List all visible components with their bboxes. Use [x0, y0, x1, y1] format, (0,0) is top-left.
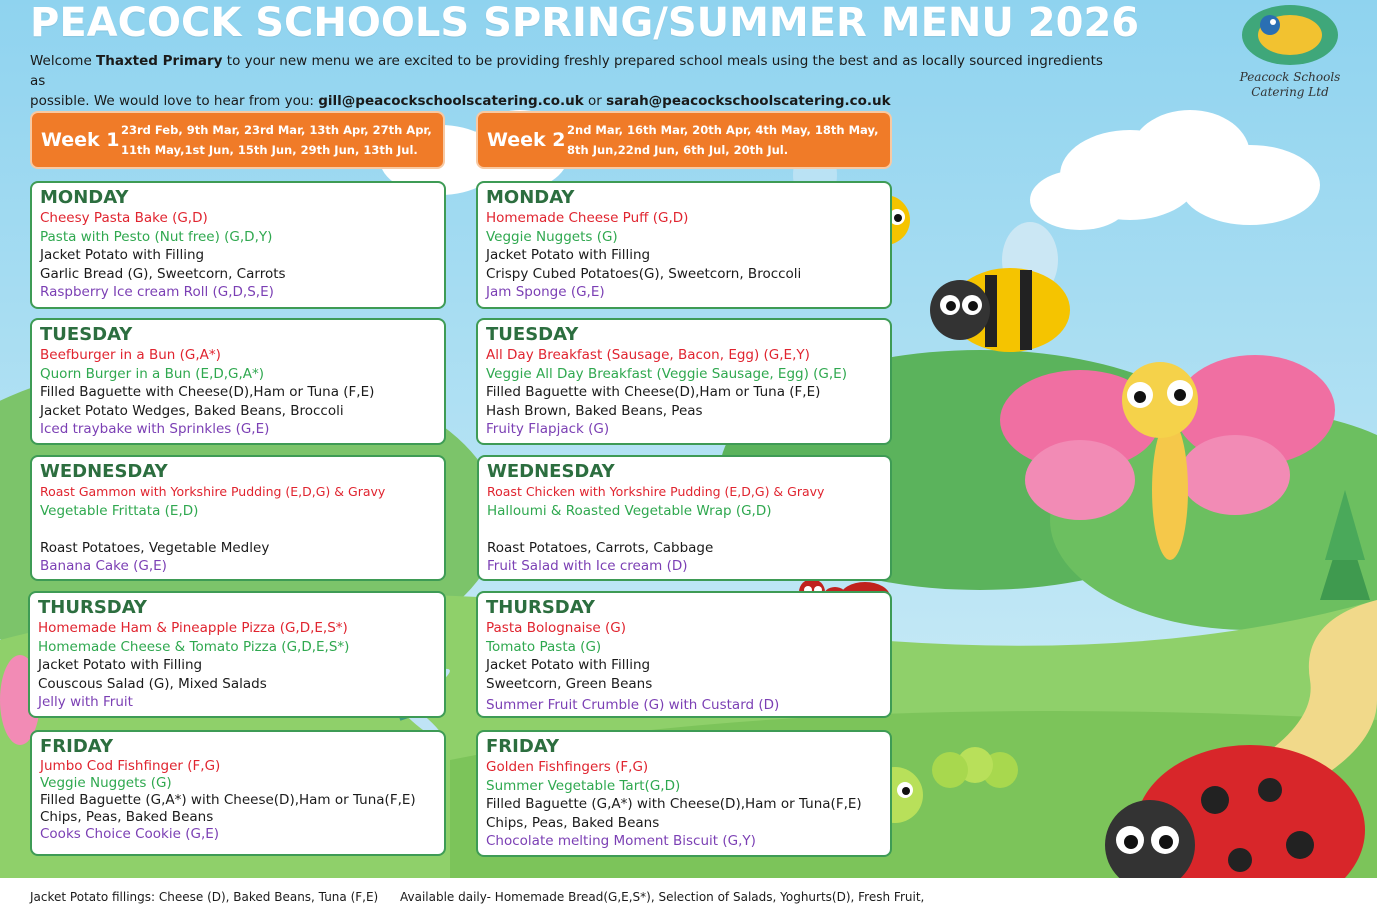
menu-item: Hash Brown, Baked Beans, Peas [486, 402, 703, 419]
day-title: MONDAY [486, 187, 575, 208]
menu-item: Jacket Potato with Filling [40, 247, 205, 263]
menu-item: Jam Sponge (G,E) [486, 284, 605, 300]
menu-item: Sweetcorn, Green Beans [486, 675, 653, 692]
week2-tuesday [476, 318, 892, 445]
day-title: TUESDAY [486, 324, 579, 345]
menu-item: Jacket Potato Wedges, Baked Beans, Broccoli [40, 402, 344, 419]
page-title: PEACOCK SCHOOLS SPRING/SUMMER MENU 2026 [30, 0, 1140, 46]
email-link[interactable]: gill@peacockschoolscatering.co.uk [318, 93, 584, 109]
menu-item: Pasta Bolognaise (G) [486, 620, 627, 636]
week1-monday [30, 181, 446, 309]
day-title: WEDNESDAY [487, 461, 615, 482]
menu-item: Veggie All Day Breakfast (Veggie Sausage, Egg) (G,E) [486, 365, 847, 382]
menu-item: Couscous Salad (G), Mixed Salads [38, 675, 267, 692]
menu-item: Roast Gammon with Yorkshire Pudding (E,D,G) & Gravy [40, 484, 386, 499]
footer-daily: Available daily- Homemade Bread(G,E,S*), Selection of Salads, Yoghurts(D), Fresh Fruit, [400, 890, 925, 904]
week2-thursday [476, 591, 892, 718]
menu-item: Veggie Nuggets (G) [40, 775, 172, 791]
menu-item: Cooks Choice Cookie (G,E) [40, 826, 220, 842]
school-name: Thaxted Primary [96, 53, 223, 69]
menu-item: Quorn Burger in a Bun (E,D,G,A*) [40, 365, 265, 382]
menu-item: Jumbo Cod Fishfinger (F,G) [40, 758, 221, 774]
menu-item: Iced traybake with Sprinkles (G,E) [40, 421, 270, 437]
menu-item: Raspberry Ice cream Roll (G,D,S,E) [40, 284, 274, 300]
day-title: TUESDAY [40, 324, 133, 345]
menu-item: Homemade Cheese & Tomato Pizza (G,D,E,S*) [38, 638, 350, 655]
week2-monday [476, 181, 892, 309]
menu-item: Filled Baguette with Cheese(D),Ham or Tuna (F,E) [486, 384, 821, 400]
menu-item: Tomato Pasta (G) [486, 638, 602, 655]
menu-item: Fruity Flapjack (G) [486, 421, 610, 437]
menu-item: Vegetable Frittata (E,D) [40, 502, 199, 519]
footer [0, 878, 1377, 909]
menu-item: Jacket Potato with Filling [486, 657, 651, 673]
peacock-logo-icon [1242, 5, 1338, 65]
week1-friday [30, 730, 446, 856]
day-title: FRIDAY [40, 736, 114, 757]
day-title: MONDAY [40, 187, 129, 208]
intro-text: Welcome Thaxted Primary to your new menu we are excited to be providing freshly prepared school meals using the best and as locally sourced ingredients as possible. We would love to hear from you: gill@peacockschoolscatering.co.uk or sarah@peacockschoolscatering.co.uk [30, 53, 1103, 109]
footer-fillings: Jacket Potato fillings: Cheese (D), Baked Beans, Tuna (F,E) [30, 890, 379, 904]
menu-item: Chips, Peas, Baked Beans [40, 809, 214, 825]
menu-item: Filled Baguette (G,A*) with Cheese(D),Ham or Tuna(F,E) [40, 792, 416, 808]
menu-item: Chocolate melting Moment Biscuit (G,Y) [486, 833, 756, 849]
week2-friday [476, 730, 892, 857]
menu-item: Golden Fishfingers (F,G) [486, 759, 649, 775]
week1-tuesday [30, 318, 446, 445]
day-title: THURSDAY [486, 597, 595, 618]
menu-item: Garlic Bread (G), Sweetcorn, Carrots [40, 265, 286, 282]
menu-item: Homemade Ham & Pineapple Pizza (G,D,E,S*) [38, 620, 348, 636]
menu-item: Filled Baguette with Cheese(D),Ham or Tuna (F,E) [40, 384, 375, 400]
menu-item: Halloumi & Roasted Vegetable Wrap (G,D) [487, 502, 772, 519]
day-title: FRIDAY [486, 736, 560, 757]
menu-item: Fruit Salad with Ice cream (D) [487, 558, 688, 574]
menu-item: Banana Cake (G,E) [40, 558, 167, 574]
menu-item: Jelly with Fruit [38, 694, 133, 710]
menu-item: Chips, Peas, Baked Beans [486, 814, 660, 831]
menu-item: Summer Vegetable Tart(G,D) [486, 777, 681, 794]
week2-wednesday [477, 455, 892, 581]
week1-wednesday [30, 455, 446, 581]
menu-item: Roast Potatoes, Carrots, Cabbage [487, 539, 714, 556]
week-label: Week 2 [487, 129, 566, 151]
logo-text: Peacock Schools Catering Ltd [1239, 70, 1341, 99]
week-label: Week 1 [41, 129, 120, 151]
menu-item: Beefburger in a Bun (G,A*) [40, 347, 221, 363]
week-2-header [476, 111, 892, 169]
menu-item: Roast Chicken with Yorkshire Pudding (E,D,G) & Gravy [487, 484, 825, 499]
menu-item: Filled Baguette (G,A*) with Cheese(D),Ham or Tuna(F,E) [486, 796, 862, 812]
week-1-header [30, 111, 445, 169]
week-dates: 2nd Mar, 16th Mar, 20th Apr, 4th May, 18th May, 8th Jun,22nd Jun, 6th Jul, 20th Jul. [567, 123, 879, 157]
menu-item: Summer Fruit Crumble (G) with Custard (D) [486, 697, 780, 713]
menu-item: Crispy Cubed Potatoes(G), Sweetcorn, Broccoli [486, 265, 802, 282]
day-title: WEDNESDAY [40, 461, 168, 482]
week1-thursday [28, 591, 446, 718]
menu-item: Jacket Potato with Filling [38, 657, 203, 673]
day-title: THURSDAY [38, 597, 147, 618]
menu-item: Jacket Potato with Filling [486, 247, 651, 263]
menu-item: Veggie Nuggets (G) [486, 228, 618, 245]
menu-item: Roast Potatoes, Vegetable Medley [40, 539, 270, 556]
menu-item: All Day Breakfast (Sausage, Bacon, Egg) (G,E,Y) [486, 347, 810, 363]
menu-item: Homemade Cheese Puff (G,D) [486, 210, 689, 226]
menu-item: Cheesy Pasta Bake (G,D) [40, 210, 208, 226]
email-link[interactable]: sarah@peacockschoolscatering.co.uk [606, 93, 891, 109]
week-dates: 23rd Feb, 9th Mar, 23rd Mar, 13th Apr, 27th Apr, 11th May,1st Jun, 15th Jun, 29th Jun, 13th Jul. [121, 123, 432, 157]
menu-item: Pasta with Pesto (Nut free) (G,D,Y) [40, 228, 273, 245]
